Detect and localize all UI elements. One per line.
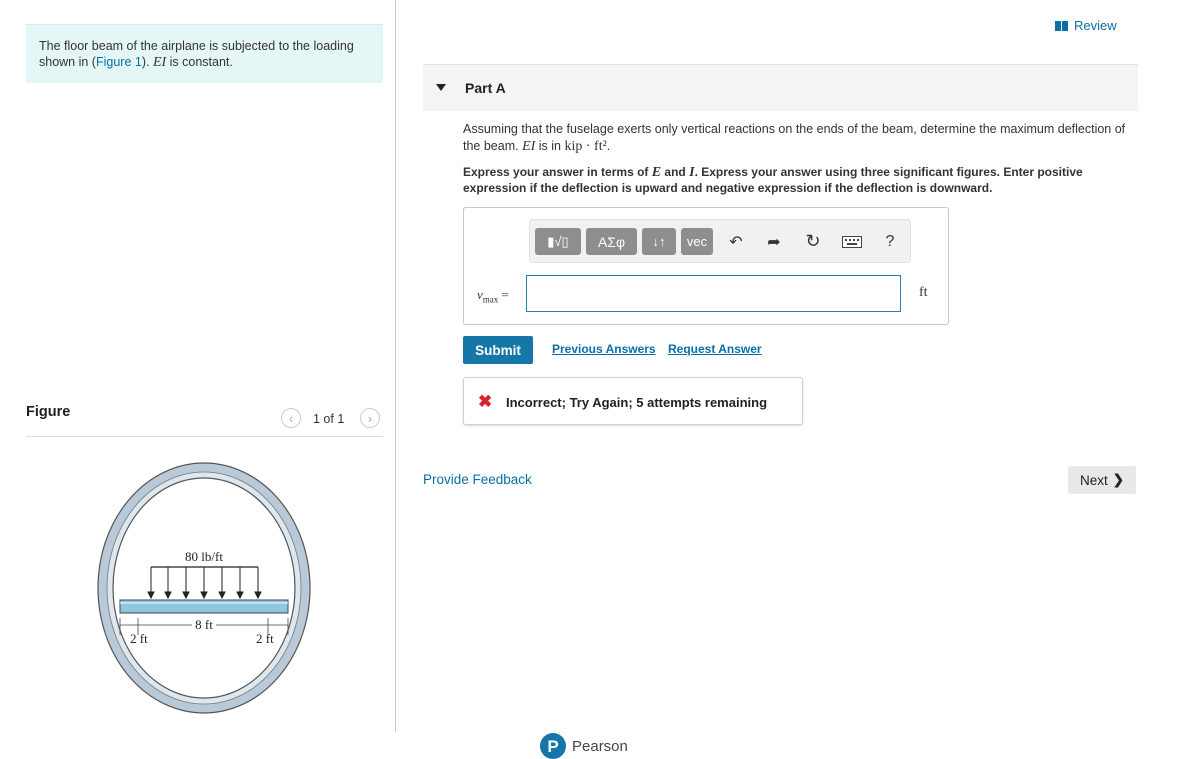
chevron-left-icon: ‹ <box>288 410 294 426</box>
ei-symbol: EI <box>152 55 167 70</box>
greek-symbols-button[interactable]: ΑΣφ <box>586 228 637 255</box>
redo-icon[interactable]: ➦ <box>767 233 781 251</box>
chevron-right-icon: ❯ <box>1112 472 1125 487</box>
load-label: 80 lb/ft <box>185 549 223 564</box>
problem-intro <box>26 24 383 83</box>
reset-icon[interactable]: ↻ <box>805 231 821 251</box>
arrows-button[interactable]: ↓↑ <box>642 228 676 255</box>
provide-feedback-link[interactable]: Provide Feedback <box>423 472 532 487</box>
help-button[interactable]: ? <box>885 232 895 250</box>
problem-statement: The floor beam of the airplane is subjected to the loading shown in (Figure 1). EI is constant. <box>39 39 354 70</box>
undo-icon[interactable]: ↶ <box>729 233 743 251</box>
answer-input[interactable] <box>526 275 901 312</box>
previous-answers-link[interactable]: Previous Answers <box>552 342 656 356</box>
chevron-right-icon: › <box>367 410 373 426</box>
request-answer-link[interactable]: Request Answer <box>668 342 762 356</box>
feedback-message: Incorrect; Try Again; 5 attempts remaining <box>506 395 768 410</box>
part-title: Part A <box>465 80 506 96</box>
figure-prev-button[interactable] <box>281 408 301 428</box>
book-icon <box>1055 21 1068 31</box>
keyboard-icon[interactable] <box>841 228 863 255</box>
column-divider <box>395 0 396 732</box>
figure-link[interactable]: Figure 1 <box>95 55 142 69</box>
x-icon: ✖ <box>478 392 493 411</box>
fuselage-beam-diagram <box>96 455 316 715</box>
templates-button[interactable]: ▮√▯ <box>535 228 581 255</box>
figure-next-button[interactable] <box>360 408 380 428</box>
math-toolbar <box>529 219 911 263</box>
unit-expression: kip · ft² <box>564 139 607 154</box>
figure-counter: 1 of 1 <box>313 412 345 426</box>
figure-divider <box>26 436 383 437</box>
right-overhang-label: 2 ft <box>256 631 274 646</box>
instructions-text: Express your answer in terms of E and I. Express your answer using three significant figures. Enter positive expression if the deflection is upward and negative expression if the deflection is downward. <box>463 165 1083 195</box>
answer-unit: ft <box>919 285 928 300</box>
svg-text:P: P <box>547 737 559 756</box>
left-overhang-label: 2 ft <box>130 631 148 646</box>
review-link[interactable]: Review <box>1055 18 1117 33</box>
submit-button[interactable]: Submit <box>463 336 533 364</box>
span-label: 8 ft <box>195 617 213 632</box>
pearson-icon <box>540 733 566 759</box>
pearson-logo: P Pearson <box>540 733 628 759</box>
next-button[interactable]: Next ❯ <box>1068 466 1136 494</box>
part-a-header[interactable] <box>423 64 1138 111</box>
question-text: Assuming that the fuselage exerts only vertical reactions on the ends of the beam, determine the maximum deflection of the beam. EI is in kip · ft². <box>463 122 1126 154</box>
vector-button[interactable]: vec <box>681 228 713 255</box>
figure-heading: Figure <box>26 404 71 420</box>
floor-beam <box>120 600 288 613</box>
answer-variable-label: $v_{max}$ = <box>477 287 509 305</box>
caret-down-icon[interactable] <box>436 84 446 91</box>
